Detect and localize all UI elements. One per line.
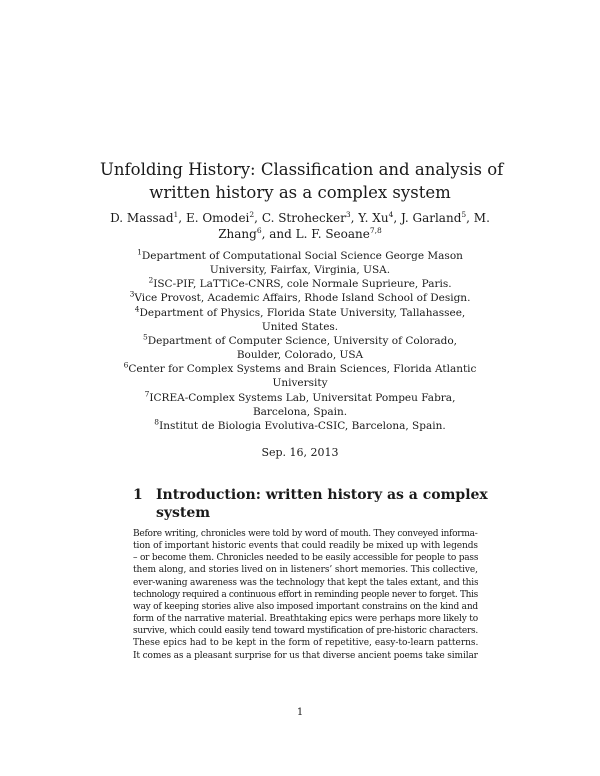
author-name: E. Omodei [185,211,250,225]
paper-date: Sep. 16, 2013 [261,446,339,459]
author-line [100,226,500,242]
body-line: them along, and stories lived on in listeners’ short memories. This collective, [133,565,478,576]
affiliation-mark: 3 [129,289,135,299]
affiliation-text: Boulder, Colorado, USA [236,349,364,362]
affiliation-line [100,419,500,433]
affiliation-mark: 4 [134,304,140,314]
author-list [100,210,500,242]
author-affiliation-mark: 7,8 [369,226,382,235]
author-affiliation-mark: 6 [256,226,262,235]
affiliation-text: ICREA-Complex Systems Lab, Universitat Pompeu Fabra, [149,391,456,404]
author-separator: , [178,211,186,225]
affiliation-line [100,291,500,305]
title-line: Unfolding History: Classification and analysis of [100,160,504,179]
author-separator: , [393,211,401,225]
affiliation-text: Institut de Biologia Evolutiva-CSIC, Barcelona, Spain. [159,419,446,432]
author-separator: , [254,211,262,225]
author-name: J. Garland [400,211,462,225]
title-line: written history as a complex system [149,183,451,202]
author-name: D. Massad [110,211,174,225]
affiliation-line [100,405,500,419]
section-title-line: system [156,505,211,521]
affiliation-text: Department of Computational Social Science George Mason [141,250,463,262]
body-line: way of keeping stories alive also imposed important constrains on the kind and [133,601,478,612]
body-line: technology required a continuous effort in reminding people never to forget. This [133,589,478,600]
affiliation-line [100,249,500,263]
body-paragraph [133,528,478,662]
affiliation-line [100,334,500,348]
affiliation-line [100,362,500,376]
author-name: L. F. Seoane [295,227,370,241]
affiliation-mark: 6 [123,360,129,370]
affiliation-text: Barcelona, Spain. [252,405,348,418]
author-separator: , [350,211,359,225]
body-line: ever-waning awareness was the technology that kept the tales extant, and this [133,577,478,588]
affiliation-mark: 5 [142,332,148,342]
affiliation-text: United States. [261,320,339,333]
author-affiliation-mark: 1 [173,210,179,219]
author-name: C. Strohecker [261,211,346,225]
author-affiliation-mark: 2 [249,210,255,219]
body-line: These epics had to be kept in the form of repetitive, easy-to-learn patterns. [133,638,478,649]
affiliation-line [100,277,500,291]
affiliation-text: University, Fairfax, Virginia, USA. [209,264,391,277]
paper-title [100,158,504,204]
affiliation-mark: 8 [154,417,160,427]
affiliation-text: Vice Provost, Academic Affairs, Rhode Island School of Design. [134,292,471,305]
page-number: 1 [296,707,304,718]
body-line: It comes as a pleasant surprise for us that diverse ancient poems take similar [133,650,478,661]
affiliation-text: University [272,377,328,390]
body-line: tion of important historic events that could readily be mixed up with legends [133,541,478,552]
author-separator: , M. [466,211,490,225]
affiliation-line [100,391,500,405]
author-name: Zhang [218,227,257,241]
affiliation-mark: 2 [148,275,154,285]
author-affiliation-mark: 4 [388,210,394,219]
body-line: survive, which could easily tend toward mystification of pre-historic characters. [133,626,478,637]
body-line: Before writing, chronicles were told by word of mouth. They conveyed informa- [133,529,478,539]
affiliation-text: ISC-PIF, LaTTiCe-CNRS, cole Normale Suprieure, Paris. [153,278,452,291]
affiliation-line [100,263,500,277]
affiliation-text: Department of Physics, Florida State University, Tallahassee, [139,306,466,319]
affiliation-line [100,320,500,334]
section-number: 1 [133,487,143,503]
body-line: – or become them. Chronicles needed to be easily accessible for people to pass [133,553,478,564]
affiliation-line [100,348,500,362]
affiliation-mark: 1 [137,247,142,257]
affiliation-text: Center for Complex Systems and Brain Sciences, Florida Atlantic [128,363,477,376]
affiliation-list [100,249,500,433]
affiliation-text: Department of Computer Science, University of Colorado, [147,334,458,347]
affiliation-line [100,376,500,390]
author-separator: , and [261,227,296,241]
affiliation-line [100,306,500,320]
author-affiliation-mark: 3 [345,210,351,219]
affiliation-mark: 7 [144,389,150,399]
section-title-line: Introduction: written history as a complex [156,487,488,503]
body-line: form of the narrative material. Breathtaking epics were perhaps more likely to [133,614,478,625]
author-affiliation-mark: 5 [461,210,467,219]
author-name: Y. Xu [358,211,389,225]
author-line [100,210,500,226]
